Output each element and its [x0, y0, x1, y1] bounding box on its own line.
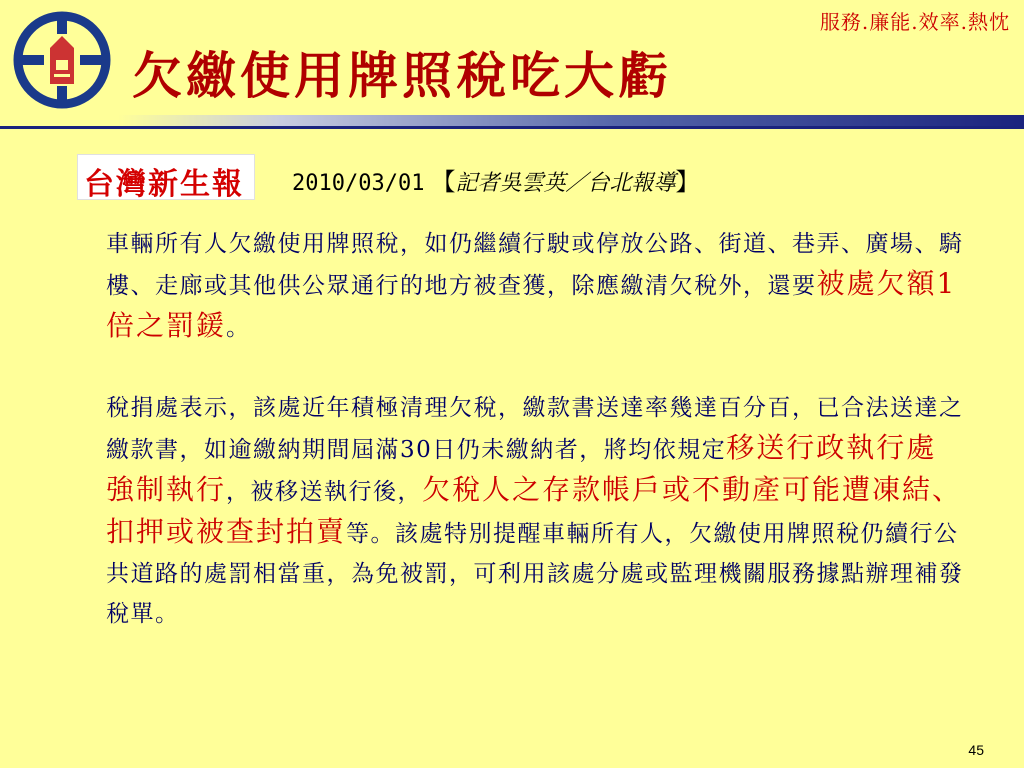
paragraph-1-highlight: 被處欠額1倍之罰鍰: [106, 267, 957, 342]
paragraph-1: [106, 224, 966, 348]
newspaper-logo-text: 台灣新生報: [84, 167, 244, 202]
reporter-credit: 記者吳雲英／台北報導: [455, 171, 676, 196]
paragraph-2-text-b: ，被移送執行後，: [226, 479, 423, 505]
article-date: 2010/03/01: [292, 171, 425, 196]
byline-open-bracket: 【: [431, 168, 456, 196]
byline: [292, 162, 699, 197]
page-title: 欠繳使用牌照稅吃大虧: [132, 46, 672, 105]
paragraph-1-text-a: 車輛所有人欠繳使用牌照稅，如仍繼續行駛或停放公路、街道、巷弄、廣場、騎樓、走廊或其他供公眾通行的地方被查獲，除應繳清欠稅外，還要: [106, 231, 964, 299]
paragraph-2-text-c: 等。該處特別提醒車輛所有人，欠繳使用牌照稅仍續行公共道路的處罰相當重，為免被罰，可利用該處分處或監理機關服務據點辦理補發稅單。: [106, 521, 964, 627]
title-underline-gradient-bar: [118, 115, 1024, 126]
paragraph-2-text-a: 稅捐處表示，該處近年積極清理欠稅，繳款書送達率幾達百分百，已合法送達之繳款書，如逾繳納期間屆滿30日仍未繳納者，將均依規定: [106, 395, 964, 463]
motto-text: 服務.廉能.效率.熱忱: [819, 10, 1010, 34]
agency-emblem-logo: [10, 8, 114, 112]
page-number: 45: [968, 742, 984, 758]
paragraph-2: [106, 388, 966, 634]
newspaper-logo: [77, 154, 255, 200]
byline-close-bracket: 】: [675, 168, 700, 196]
paragraph-1-text-b: 。: [226, 315, 251, 341]
paragraph-2-highlight-1: 移送行政執行處強制執行: [106, 431, 937, 506]
title-underline-thin-bar: [0, 126, 1024, 129]
paragraph-2-highlight-2: 欠稅人之存款帳戶或不動產可能遭凍結、扣押或被查封拍賣: [106, 473, 963, 548]
